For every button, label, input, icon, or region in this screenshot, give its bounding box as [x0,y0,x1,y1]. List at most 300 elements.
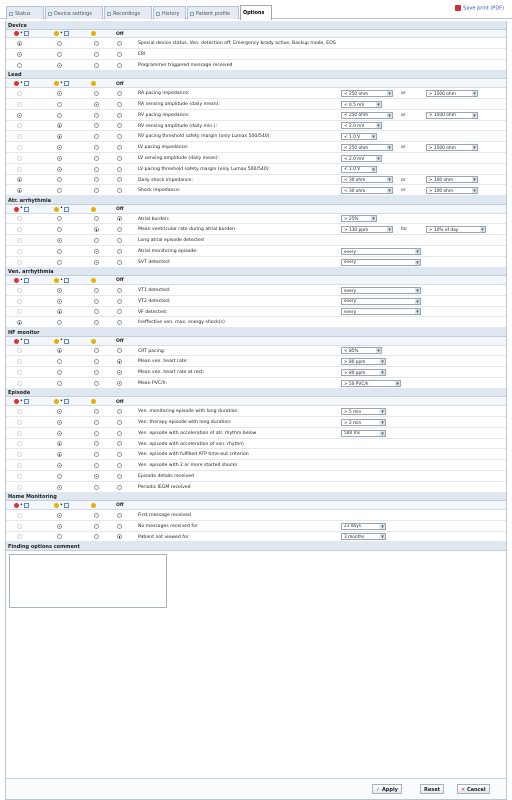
severity-radio[interactable] [117,474,122,479]
severity-radio[interactable] [94,524,99,529]
threshold-value: > 80 ppm [344,359,366,365]
envelope-icon [64,399,69,404]
severity-radio[interactable] [117,463,122,468]
threshold-value: 500 ms [344,431,360,437]
severity-radio[interactable] [94,309,99,314]
option-row [6,449,506,460]
threshold-value: < 1.0 V [344,167,361,173]
severity-radio[interactable] [57,113,62,118]
plus-icon: • [60,338,63,344]
severity-radio[interactable] [57,260,62,265]
threshold-value: < 30 ohm [344,188,366,194]
severity-radio[interactable] [117,288,122,293]
option-row [6,246,506,257]
severity-radio[interactable] [94,177,99,182]
severity-radio[interactable] [17,123,22,128]
severity-radio[interactable] [117,91,122,96]
severity-radio[interactable] [17,299,22,304]
severity-radio[interactable] [94,409,99,414]
threshold-value: < 1.0 V [344,134,361,140]
severity-radio[interactable] [57,288,62,293]
tab-label: History [162,11,180,17]
option-label: Ven. monitoring episode with long duration: [138,409,239,415]
severity-radio[interactable] [17,513,22,518]
threshold-select[interactable] [341,369,386,376]
severity-radio[interactable] [17,474,22,479]
threshold-value: 3 months [344,535,365,541]
option-label: Periodic IEGM received [138,484,191,490]
option-label: RV pacing impedance: [138,112,190,118]
option-label: Daily shock impedance: [138,177,193,183]
option-row [6,38,506,49]
severity-radio[interactable] [94,249,99,254]
tab-history[interactable] [153,6,186,19]
severity-radio[interactable] [94,320,99,325]
severity-radio[interactable] [117,113,122,118]
threshold-select[interactable] [341,133,377,140]
severity-radio[interactable] [94,348,99,353]
tab-icon [190,12,194,16]
column-header [6,398,506,407]
severity-radio[interactable] [17,167,22,172]
threshold-value: > 100 ohm [429,188,454,194]
tab-patient-profile[interactable] [187,6,239,19]
severity-radio[interactable] [117,452,122,457]
option-label: RA sensing amplitude (daily mean): [138,102,220,107]
tab-label: Device settings [54,11,92,17]
threshold-value: > 130 ppm [344,227,369,233]
severity-radio[interactable] [57,249,62,254]
reset-button[interactable]: Reset [420,784,444,794]
alarm-yellow-icon [91,339,96,344]
threshold-select[interactable] [341,298,421,305]
off-header: Off [116,338,124,344]
threshold-select[interactable] [426,112,478,119]
threshold-select[interactable] [341,419,386,426]
severity-radio[interactable] [57,381,62,386]
option-label: VT2 detected: [138,298,171,304]
severity-radio[interactable] [117,441,122,446]
threshold-select[interactable] [426,226,486,233]
section-title-home-monitoring: Home Monitoring [6,493,506,502]
conjunction-label: or [401,188,406,194]
off-header: Off [116,206,124,212]
severity-radio[interactable] [117,359,122,364]
column-header [6,501,506,510]
severity-radio[interactable] [117,381,122,386]
option-label: SVT detected: [138,259,171,265]
severity-radio[interactable] [57,534,62,539]
severity-radio[interactable] [117,431,122,436]
plus-icon: • [60,81,63,86]
option-row [6,406,506,417]
conjunction-label: or [401,177,406,183]
severity-radio[interactable] [94,370,99,375]
severity-radio[interactable] [17,145,22,150]
option-label: Ven. episode with acceleration of ven. rhythm [138,441,244,447]
alarm-red-icon [14,207,19,212]
severity-radio[interactable] [94,238,99,243]
threshold-select[interactable] [341,248,421,255]
severity-radio[interactable] [94,463,99,468]
severity-radio[interactable] [57,431,62,436]
severity-radio[interactable] [57,63,62,68]
severity-radio[interactable] [57,409,62,414]
severity-radio[interactable] [17,238,22,243]
severity-radio[interactable] [94,441,99,446]
severity-radio[interactable] [57,452,62,457]
plus-icon: • [60,31,63,37]
tab-device-settings[interactable] [45,6,103,19]
severity-radio[interactable] [57,420,62,425]
severity-radio[interactable] [117,52,122,57]
option-label: RV pacing threshold safety margin (only Lumax 500/540): [138,134,272,140]
alarm-yellow-icon [54,278,59,283]
severity-radio[interactable] [17,359,22,364]
severity-radio[interactable] [17,156,22,161]
threshold-value: every [344,260,357,266]
severity-radio[interactable] [117,227,122,232]
comment-textarea[interactable] [9,554,167,608]
plus-icon: • [20,81,23,86]
threshold-select[interactable] [341,144,393,151]
threshold-value: < 250 ohm [344,145,369,151]
severity-radio[interactable] [94,474,99,479]
alarm-red-icon [14,81,19,86]
option-row [6,532,506,543]
severity-radio[interactable] [117,420,122,425]
severity-radio[interactable] [117,409,122,414]
threshold-value: > 10% of day [429,227,459,233]
tab-icon [48,12,52,16]
severity-radio[interactable] [117,156,122,161]
threshold-select[interactable] [341,166,377,173]
threshold-select[interactable] [341,112,393,119]
option-label: Ven. episode with 2 or more started shocks [138,463,238,469]
severity-radio[interactable] [57,134,62,139]
threshold-value: > 100 ohm [429,178,454,184]
threshold-select[interactable] [341,358,386,365]
threshold-value: > 25% [344,217,359,223]
threshold-select[interactable] [341,122,382,129]
column-header [6,276,506,285]
option-row [6,367,506,378]
severity-radio[interactable] [117,41,122,46]
severity-radio[interactable] [117,249,122,254]
alarm-yellow-icon [91,81,96,86]
severity-radio[interactable] [17,348,22,353]
severity-radio[interactable] [94,288,99,293]
severity-radio[interactable] [94,381,99,386]
severity-radio[interactable] [117,348,122,353]
option-label: Ven. episode with acceleration of atr. rhythm below [138,430,257,436]
severity-radio[interactable] [94,63,99,68]
threshold-select[interactable] [341,155,382,162]
severity-radio[interactable] [117,370,122,375]
alarm-yellow-icon [54,81,59,86]
severity-radio[interactable] [17,260,22,265]
envelope-icon [64,503,69,508]
severity-radio[interactable] [17,534,22,539]
conjunction-label: or [401,112,406,118]
severity-radio[interactable] [117,260,122,265]
alarm-yellow-icon [91,278,96,283]
option-label: Atrial monitoring episode: [138,249,198,254]
tab-label: Options [243,10,265,16]
threshold-select[interactable] [426,144,478,151]
severity-radio[interactable] [94,188,99,193]
plus-icon: • [60,277,63,283]
section-title-device: Device [6,21,506,30]
alarm-yellow-icon [54,31,59,36]
plus-icon: • [20,277,23,283]
threshold-select[interactable] [341,430,386,437]
alarm-yellow-icon [54,503,59,508]
severity-radio[interactable] [57,238,62,243]
severity-radio[interactable] [17,52,22,57]
severity-radio[interactable] [57,474,62,479]
severity-radio[interactable] [17,524,22,529]
severity-radio[interactable] [94,359,99,364]
conjunction-label: or [401,145,406,151]
threshold-select[interactable] [341,308,421,315]
severity-radio[interactable] [57,309,62,314]
severity-radio[interactable] [57,359,62,364]
severity-radio[interactable] [94,227,99,232]
option-row [6,60,506,71]
option-row [6,471,506,482]
option-row [6,521,506,532]
threshold-value: < 0.5 mV [344,102,365,108]
option-row [6,131,506,142]
severity-radio[interactable] [17,288,22,293]
severity-radio[interactable] [17,381,22,386]
section-title-lead: Lead [6,71,506,80]
option-row [6,257,506,268]
check-icon: ✓ [376,787,382,793]
tab-icon [107,12,111,16]
alarm-yellow-icon [54,399,59,404]
severity-radio[interactable] [94,260,99,265]
pdf-icon [455,5,461,11]
severity-radio[interactable] [117,299,122,304]
threshold-select[interactable] [341,226,393,233]
severity-radio[interactable] [117,534,122,539]
threshold-value: > 1500 ohm [429,113,456,119]
option-row [6,346,506,357]
severity-radio[interactable] [17,41,22,46]
option-label: ERI [138,52,146,58]
severity-radio[interactable] [57,299,62,304]
threshold-value: every [344,288,357,294]
severity-radio[interactable] [117,102,122,107]
threshold-select[interactable] [426,187,478,194]
threshold-select[interactable] [341,90,393,97]
severity-radio[interactable] [57,513,62,518]
severity-radio[interactable] [94,485,99,490]
plus-icon: • [20,31,23,37]
severity-radio[interactable] [117,167,122,172]
threshold-select[interactable] [341,215,377,222]
severity-radio[interactable] [94,145,99,150]
conjunction-label: or [401,91,406,97]
severity-radio[interactable] [117,145,122,150]
threshold-select[interactable] [341,408,386,415]
envelope-icon [64,81,69,86]
severity-radio[interactable] [94,102,99,107]
severity-radio[interactable] [94,156,99,161]
off-header: Off [116,399,124,405]
option-label: VT1 detected: [138,288,171,293]
severity-radio[interactable] [94,431,99,436]
option-row [6,142,506,153]
severity-radio[interactable] [57,91,62,96]
severity-radio[interactable] [117,177,122,182]
column-header [6,30,506,39]
severity-radio[interactable] [17,91,22,96]
severity-radio[interactable] [57,123,62,128]
threshold-value: < 250 ohm [344,91,369,97]
severity-radio[interactable] [94,513,99,518]
severity-radio[interactable] [17,249,22,254]
plus-icon: • [60,206,63,212]
severity-radio[interactable] [94,299,99,304]
severity-radio[interactable] [57,52,62,57]
severity-radio[interactable] [94,420,99,425]
severity-radio[interactable] [57,177,62,182]
severity-radio[interactable] [117,485,122,490]
option-row [6,164,506,175]
envelope-icon [24,278,29,283]
option-row [6,110,506,121]
option-row [6,153,506,164]
severity-radio[interactable] [117,513,122,518]
option-row [6,49,506,60]
cancel-button[interactable]: ✕ Cancel [457,784,490,794]
plus-icon: • [60,399,63,404]
severity-radio[interactable] [94,91,99,96]
tab-label: Status [15,11,31,17]
severity-radio[interactable] [17,113,22,118]
severity-radio[interactable] [57,167,62,172]
tab-recordings[interactable] [104,6,152,19]
severity-radio[interactable] [57,216,62,221]
severity-radio[interactable] [17,177,22,182]
threshold-select[interactable] [341,380,401,387]
severity-radio[interactable] [17,216,22,221]
severity-radio[interactable] [57,145,62,150]
threshold-select[interactable] [426,90,478,97]
severity-radio[interactable] [94,123,99,128]
threshold-select[interactable] [341,176,393,183]
severity-radio[interactable] [57,156,62,161]
severity-radio[interactable] [94,41,99,46]
severity-radio[interactable] [17,227,22,232]
threshold-select[interactable] [341,347,382,354]
severity-radio[interactable] [94,452,99,457]
severity-radio[interactable] [117,63,122,68]
severity-radio[interactable] [57,485,62,490]
severity-radio[interactable] [17,320,22,325]
severity-radio[interactable] [57,370,62,375]
severity-radio[interactable] [57,41,62,46]
severity-radio[interactable] [117,320,122,325]
severity-radio[interactable] [57,227,62,232]
severity-radio[interactable] [94,534,99,539]
apply-button[interactable]: ✓ Apply [372,784,402,794]
threshold-select[interactable] [341,187,393,194]
severity-radio[interactable] [117,309,122,314]
option-label: VF detected: [138,309,168,315]
severity-radio[interactable] [94,216,99,221]
severity-radio[interactable] [17,420,22,425]
threshold-select[interactable] [341,287,421,294]
tab-status[interactable] [6,6,44,19]
section-title-episode: Episode [6,389,506,398]
severity-radio[interactable] [117,188,122,193]
option-row [6,121,506,132]
severity-radio[interactable] [57,524,62,529]
severity-radio[interactable] [117,123,122,128]
severity-radio[interactable] [94,113,99,118]
off-header: Off [116,503,124,509]
severity-radio[interactable] [57,441,62,446]
threshold-value: < 2.0 mV [344,124,365,130]
severity-radio[interactable] [57,348,62,353]
threshold-select[interactable] [341,533,386,540]
severity-radio[interactable] [117,134,122,139]
severity-radio[interactable] [17,431,22,436]
severity-radio[interactable] [94,167,99,172]
severity-radio[interactable] [57,320,62,325]
threshold-select[interactable] [341,523,386,530]
tab-label: Recordings [113,11,141,17]
severity-radio[interactable] [57,102,62,107]
option-label: Mean ventricular rate during atrial burden [138,227,235,233]
option-label: Ineffective ven. max. energy shock(s) [138,320,225,326]
threshold-select[interactable] [426,176,478,183]
option-row [6,296,506,307]
severity-radio[interactable] [94,52,99,57]
envelope-icon [64,339,69,344]
threshold-select[interactable] [341,259,421,266]
severity-radio[interactable] [17,463,22,468]
severity-radio[interactable] [17,441,22,446]
threshold-value: < 250 ohm [344,113,369,119]
option-row [6,460,506,471]
severity-radio[interactable] [17,134,22,139]
severity-radio[interactable] [17,63,22,68]
threshold-select[interactable] [341,101,382,108]
severity-radio[interactable] [17,309,22,314]
option-label: RA pacing impedance: [138,91,190,97]
tab-options[interactable] [240,5,272,20]
severity-radio[interactable] [117,524,122,529]
severity-radio[interactable] [17,370,22,375]
save-print-button[interactable] [455,5,504,12]
severity-radio[interactable] [117,238,122,243]
severity-radio[interactable] [117,216,122,221]
severity-radio[interactable] [17,452,22,457]
severity-radio[interactable] [57,188,62,193]
severity-radio[interactable] [17,102,22,107]
threshold-value: > 5 min [344,409,362,415]
severity-radio[interactable] [17,485,22,490]
severity-radio[interactable] [17,409,22,414]
severity-radio[interactable] [17,188,22,193]
severity-radio[interactable] [94,134,99,139]
severity-radio[interactable] [57,463,62,468]
